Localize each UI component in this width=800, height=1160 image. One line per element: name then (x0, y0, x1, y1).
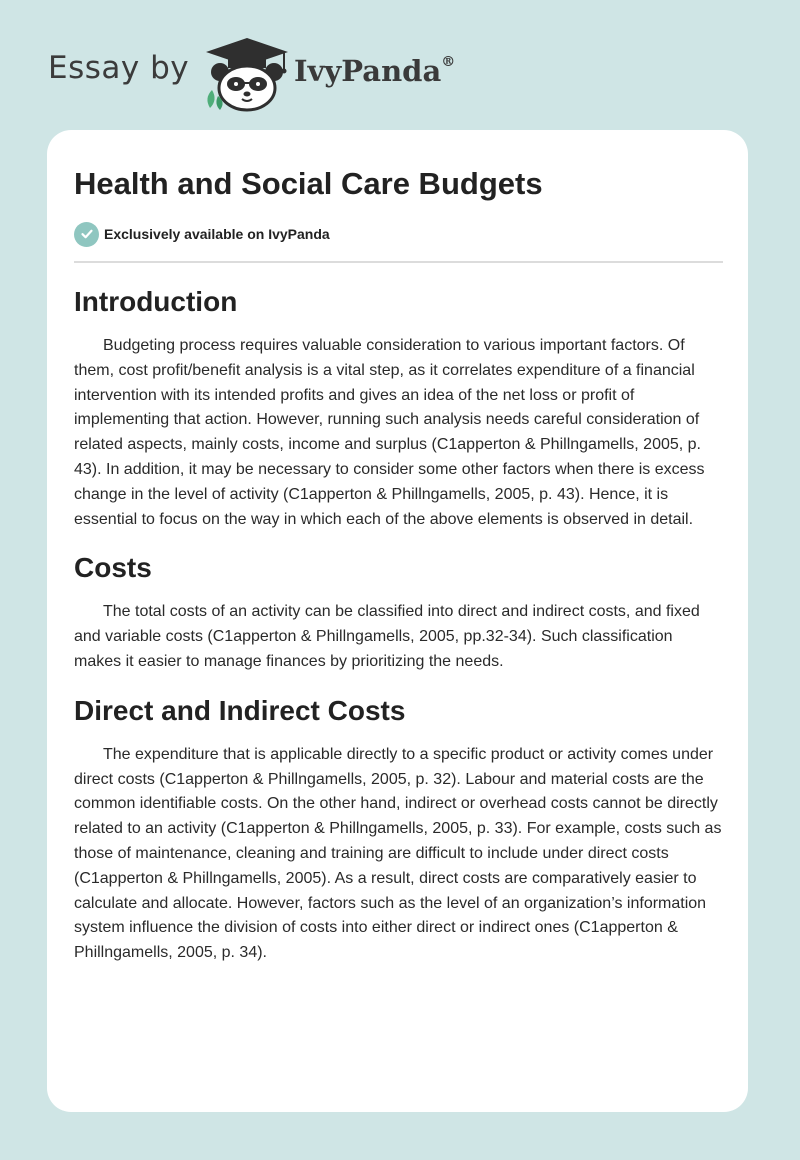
section-costs (74, 546, 724, 674)
brand-logo-text: IvyPanda® (294, 54, 456, 88)
section-paragraph: Budgeting process requires valuable consideration to various important factors. Of them, cost profit/benefit analysis is a vital step, as it correlates expenditure of a financial intervention with its intended profits and gives an idea of the net loss or profit of implementing that action. However, running such analysis needs careful consideration of related aspects, mainly costs, income and surplus (C1apperton & Phillngamells, 2005, p. 43). In addition, it may be necessary to consider some other factors when there is excess change in the level of activity (C1apperton & Phillngamells, 2005, p. 43). Hence, it is essential to focus on the way in which each of the above elements is observed in detail. (74, 337, 705, 528)
exclusive-badge (74, 221, 330, 247)
section-heading: Costs (74, 552, 152, 584)
divider (74, 261, 723, 263)
article-body (74, 280, 724, 980)
panda-graduate-icon (202, 36, 292, 112)
badge-label: Exclusively available on IvyPanda (104, 226, 330, 242)
section-heading: Direct and Indirect Costs (74, 694, 406, 726)
check-icon (74, 222, 99, 247)
article-card (47, 130, 748, 1112)
page-title: Health and Social Care Budgets (74, 166, 543, 201)
site-header (48, 30, 548, 110)
section-paragraph: The expenditure that is applicable directly to a specific product or activity comes under direct costs (C1apperton & Phillngamells, 2005, p. 32). Labour and material costs are the common identifiable costs. On the other hand, indirect or overhead costs cannot be directly related to an activity (C1apperton & Phillngamells, 2005, p. 33). For example, costs such as those of maintenance, cleaning and training are difficult to include under direct costs (C1apperton & Phillngamells, 2005). As a result, direct costs are comparatively easier to calculate and allocate. However, factors such as the level of an organization’s information system influence the division of costs into either direct or indirect ones (C1apperton & Phillngamells, 2005, p. 34). (74, 745, 722, 962)
section-paragraph: The total costs of an activity can be classified into direct and indirect costs, and fixed and variable costs (C1apperton & Phillngamells, 2005, pp.32-34). Such classification makes it easier to manage finances by prioritizing the needs. (74, 603, 700, 670)
essay-by-text: Essay by (48, 50, 190, 86)
section-direct-indirect-costs (74, 689, 724, 966)
section-heading: Introduction (74, 286, 238, 317)
section-introduction (74, 280, 724, 532)
